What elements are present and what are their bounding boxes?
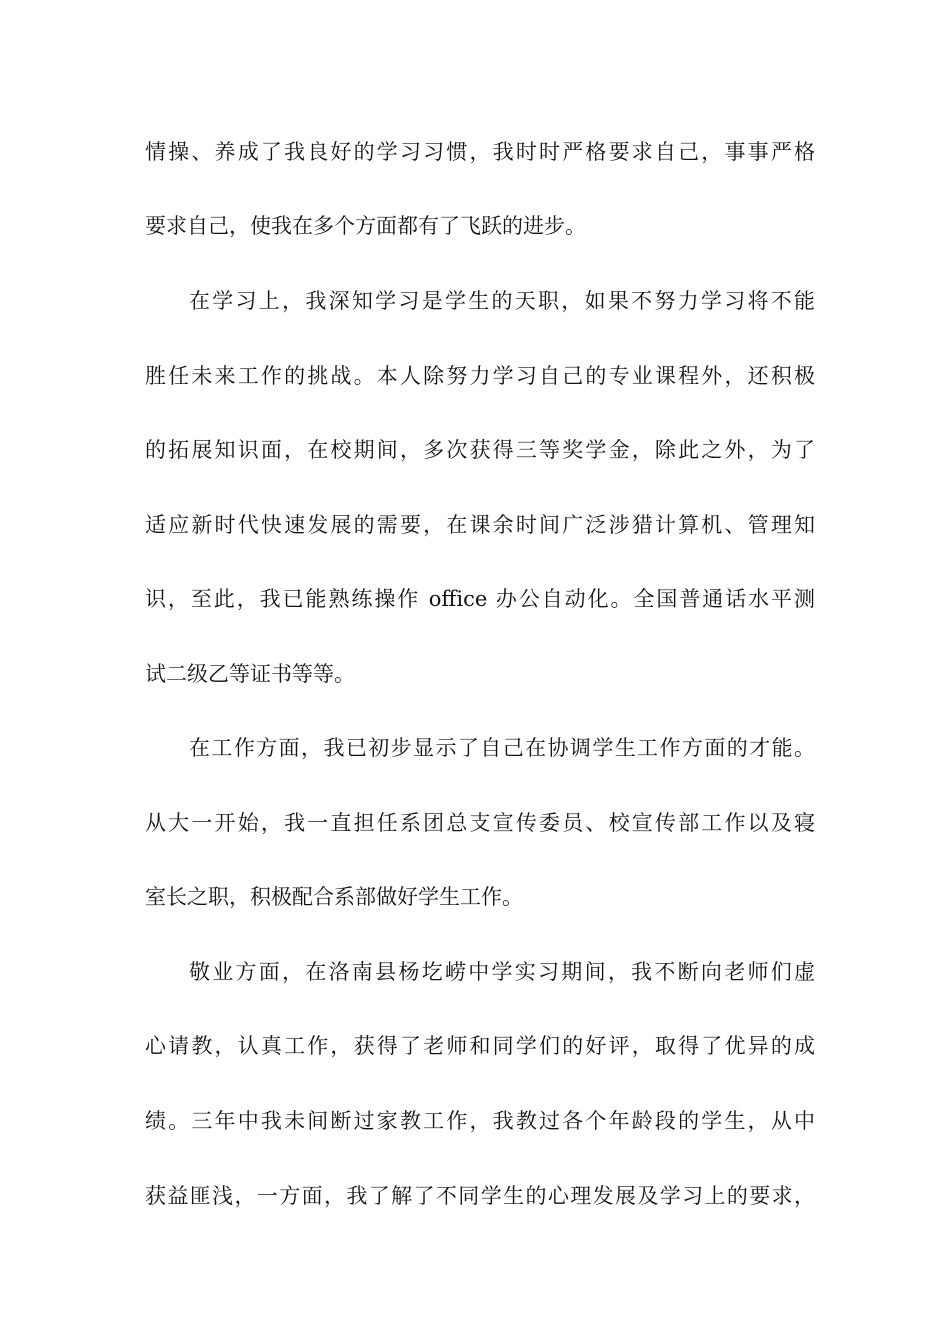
paragraph-first-line: 敬业方面，在洛南县杨圪崂中学实习期间，我不断向老师们虚	[189, 960, 815, 984]
text-line: 要求自己，使我在多个方面都有了飞跃的进步。	[145, 214, 586, 238]
text-line: 识，至此，我已能熟练操作 office 办公自动化。全国普通话水平测	[145, 587, 815, 611]
paragraph-first-line: 在工作方面，我已初步显示了自己在协调学生工作方面的才能。	[189, 736, 815, 760]
text-line: 室长之职，积极配合系部做好学生工作。	[145, 885, 523, 909]
text-line: 情操、养成了我良好的学习习惯，我时时严格要求自己，事事严格	[145, 140, 815, 164]
paragraph-first-line: 在学习上，我深知学习是学生的天职，如果不努力学习将不能	[189, 289, 815, 313]
text-line: 适应新时代快速发展的需要，在课余时间广泛涉猎计算机、管理知	[145, 513, 815, 537]
text-line: 从大一开始，我一直担任系团总支宣传委员、校宣传部工作以及寝	[145, 811, 815, 835]
text-line: 获益匪浅，一方面，我了解了不同学生的心理发展及学习上的要求，	[145, 1184, 815, 1208]
text-line: 胜任未来工作的挑战。本人除努力学习自己的专业课程外，还积极	[145, 364, 815, 388]
text-line: 绩。三年中我未间断过家教工作，我教过各个年龄段的学生，从中	[145, 1109, 815, 1133]
text-line: 的拓展知识面，在校期间，多次获得三等奖学金，除此之外，为了	[145, 438, 815, 462]
text-line: 心请教，认真工作，获得了老师和同学们的好评，取得了优异的成	[145, 1034, 815, 1058]
text-line: 试二级乙等证书等等。	[145, 662, 355, 686]
